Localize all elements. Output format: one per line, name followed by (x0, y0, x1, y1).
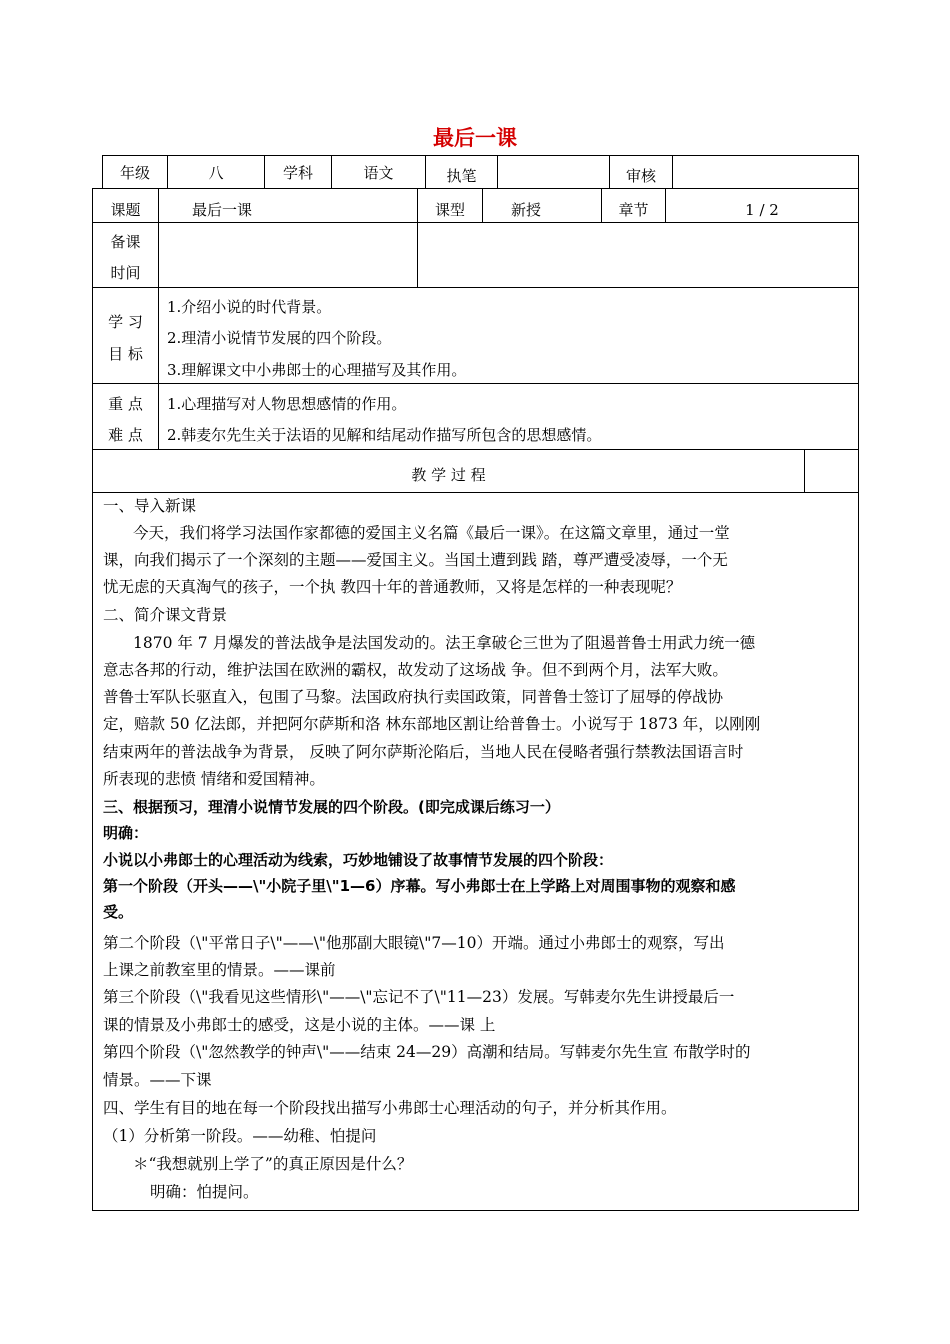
topic-value: 最后一课 (192, 201, 253, 219)
keypoint-item: 1.心理描写对人物思想感情的作用。 (167, 395, 407, 413)
body-line: ＊“我想就别上学了”的真正原因是什么？ (133, 1155, 413, 1173)
goals-label-2: 目 标 (108, 345, 143, 363)
section-heading-2: 二、简介课文背景 (103, 606, 228, 624)
body-line-bold: 第一个阶段（开头——\"小院子里\"1—6）序幕。写小弗郎士在上学路上对周围事物的观察和感 (103, 877, 736, 895)
body-line: 情景。——下课 (103, 1071, 212, 1089)
body-line: 上课之前教室里的情景。——课前 (103, 961, 336, 979)
body-line: 第四个阶段（\"忽然教学的钟声\"——结束 24—29）高潮和结局。写韩麦尔先生宣 布散学时的 (103, 1043, 751, 1061)
grade-value: 八 (208, 164, 224, 182)
goal-item: 1.介绍小说的时代背景。 (167, 298, 332, 316)
body-line: 普鲁士军队长驱直入，包围了马黎。法国政府执行卖国政策，同普鲁士签订了屈辱的停战协 (103, 688, 724, 706)
type-label: 课型 (434, 201, 465, 219)
goals-label-1: 学 习 (108, 313, 143, 331)
goal-item: 3.理解课文中小弗郎士的心理描写及其作用。 (167, 361, 467, 379)
body-line: 所表现的悲愤 情绪和爱国精神。 (103, 770, 325, 788)
chapter-label: 章节 (618, 201, 649, 219)
chapter-value: 1 / 2 (745, 201, 779, 219)
topic-label: 课题 (110, 201, 141, 219)
keypoint-item: 2.韩麦尔先生关于法语的见解和结尾动作描写所包含的思想感情。 (167, 426, 602, 444)
grade-label: 年级 (119, 164, 150, 182)
process-heading: 教 学 过 程 (411, 466, 486, 484)
type-value: 新授 (510, 201, 541, 219)
body-line: 课，向我们揭示了一个深刻的主题——爱国主义。当国土遭到践 踏，尊严遭受凌辱，一个无 (103, 551, 728, 569)
body-line-bold: 明确： (103, 824, 149, 842)
body-line: 课的情景及小弗郎士的感受，这是小说的主体。——课 上 (103, 1016, 496, 1034)
body-line: 1870 年 7 月爆发的普法战争是法国发动的。法王拿破仑三世为了阻遏普鲁士用武力统一德 (133, 634, 756, 652)
keypoints-label-2: 难 点 (108, 426, 143, 444)
page-title: 最后一课 (433, 126, 517, 150)
body-line: 今天，我们将学习法国作家都德的爱国主义名篇《最后一课》。在这篇文章里，通过一堂 (133, 524, 730, 542)
body-line: 意志各邦的行动，维护法国在欧洲的霸权，故发动了这场战 争。但不到两个月，法军大败。 (103, 661, 728, 679)
body-line: 定，赔款 50 亿法郎，并把阿尔萨斯和洛 林东部地区割让给普鲁士。小说写于 1873 年，以刚刚 (103, 715, 761, 733)
body-line: 结束两年的普法战争为背景， 反映了阿尔萨斯沦陷后，当地人民在侵略者强行禁教法国语言时 (103, 743, 744, 761)
body-line: （1）分析第一阶段。——幼稚、怕提问 (103, 1127, 377, 1145)
body-line: 第三个阶段（\"我看见这些情形\"——\"忘记不了\"11—23）发展。写韩麦尔先生讲授最后一 (103, 988, 735, 1006)
body-line: 第二个阶段（\"平常日子\"——\"他那副大眼镜\"7—10）开端。通过小弗郎士的观察，写出 (103, 934, 725, 952)
body-line: 明确：怕提问。 (150, 1183, 259, 1201)
keypoints-label-1: 重 点 (108, 395, 143, 413)
section-heading-1: 一、导入新课 (103, 497, 197, 515)
prep-time-label-2: 时间 (110, 264, 141, 282)
body-line-bold: 小说以小弗郎士的心理活动为线索，巧妙地铺设了故事情节发展的四个阶段： (103, 851, 614, 869)
section-heading-4: 四、学生有目的地在每一个阶段找出描写小弗郎士心理活动的句子，并分析其作用。 (103, 1099, 677, 1117)
prep-time-label-1: 备课 (110, 233, 141, 251)
subject-value: 语文 (363, 164, 394, 182)
subject-label: 学科 (282, 164, 313, 182)
body-line: 忧无虑的天真淘气的孩子，一个执 教四十年的普通教师，又将是怎样的一种表现呢？ (103, 578, 682, 596)
goal-item: 2.理清小说情节发展的四个阶段。 (167, 329, 392, 347)
section-heading-3: 三、根据预习，理清小说情节发展的四个阶段。(即完成课后练习一） (103, 798, 560, 816)
review-label: 审核 (625, 167, 656, 185)
author-label: 执笔 (446, 167, 477, 185)
body-line-bold: 受。 (103, 903, 134, 921)
